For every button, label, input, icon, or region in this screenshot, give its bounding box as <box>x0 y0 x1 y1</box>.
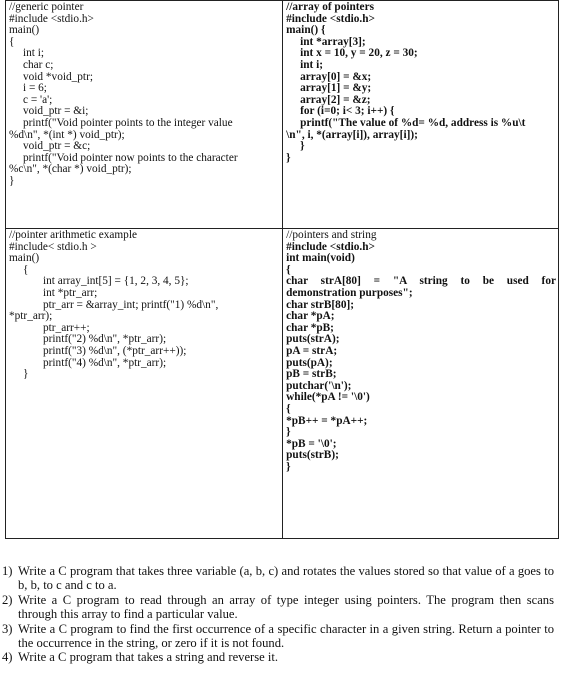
code-line: //pointer arithmetic example <box>9 229 137 241</box>
code-line: \n", i, *(array[i]), array[i]); <box>286 128 418 141</box>
array-of-pointers-cell <box>283 1 559 229</box>
code-line: %d\n", *(int *) void_ptr); <box>9 128 125 141</box>
code-line: ptr_arr++; <box>43 321 90 334</box>
code-line: #include< stdio.h > <box>9 240 97 253</box>
pointers-and-string-cell <box>283 229 559 539</box>
code-line: printf("Void pointer now points to the character <box>23 151 238 164</box>
code-line: } <box>23 368 29 381</box>
code-line: printf("2) %d\n", *ptr_arr); <box>43 333 167 346</box>
question-item <box>2 622 554 651</box>
code-line: *ptr_arr); <box>9 310 53 323</box>
question-text: Write a C program to read through an array of type integer using pointers. The program then scans through this array to find a particular value. <box>18 592 554 622</box>
code-line: int x = 10, y = 20, z = 30; <box>300 47 418 60</box>
code-line: } <box>9 174 15 187</box>
question-text: Write a C program to find the first occurrence of a specific character in a given string. Return a pointer to the occurrence in the string, or zero if it is not found. <box>18 621 554 651</box>
code-line: puts(strA); <box>286 333 340 346</box>
code-line: ptr_arr = &array_int; printf("1) %d\n", <box>43 298 219 311</box>
code-line: main() <box>9 24 40 37</box>
code-line: array[2] = &z; <box>300 93 371 106</box>
code-line: #include <stdio.h> <box>9 12 94 25</box>
code-line: printf("Void pointer points to the integer value <box>23 116 233 129</box>
code-line: pB = strB; <box>286 368 337 381</box>
code-line: for (i=0; i< 3; i++) { <box>300 105 395 118</box>
code-line: int *ptr_arr; <box>43 286 98 299</box>
question-number: 3) <box>2 621 13 636</box>
code-line: array[0] = &x; <box>300 70 372 83</box>
code-line: char c; <box>23 58 54 71</box>
question-number: 1) <box>2 564 13 578</box>
code-line: { <box>9 35 15 48</box>
code-line: } <box>286 426 291 439</box>
code-line: putchar('\n'); <box>286 379 352 392</box>
code-line: char strA[80] = "A string to be used for <box>286 275 556 288</box>
code-line: int array_int[5] = {1, 2, 3, 4, 5}; <box>43 275 189 288</box>
code-line: *pB = '\0'; <box>286 437 337 450</box>
code-line: { <box>23 263 29 276</box>
code-line: //array of pointers <box>286 1 374 13</box>
code-line: int i; <box>23 47 45 60</box>
code-line: c = 'a'; <box>23 93 53 106</box>
question-item <box>2 650 554 664</box>
code-line: char *pA; <box>286 310 335 323</box>
question-text: Write a C program that takes a string and reverse it. <box>18 650 279 665</box>
code-line: main() { <box>286 24 326 37</box>
question-item <box>2 564 554 593</box>
code-line: main() <box>9 252 40 265</box>
code-line: *pB++ = *pA++; <box>286 414 368 427</box>
code-line: array[1] = &y; <box>300 82 372 95</box>
code-line: %c\n", *(char *) void_ptr); <box>9 163 132 176</box>
code-line: } <box>300 140 305 153</box>
code-line: puts(strB); <box>286 449 339 462</box>
code-line: { <box>286 402 291 415</box>
code-line: char *pB; <box>286 321 334 334</box>
code-line: //pointers and string <box>286 229 377 241</box>
code-line: #include <stdio.h> <box>286 12 375 25</box>
code-line: #include <stdio.h> <box>286 240 375 253</box>
code-line: i = 6; <box>23 82 47 95</box>
code-line: printf("4) %d\n", *ptr_arr); <box>43 356 167 369</box>
question-item <box>2 593 554 622</box>
code-line: char strB[80]; <box>286 298 354 311</box>
code-line: void *void_ptr; <box>23 70 93 83</box>
code-line: printf("The value of %d= %d, address is %u\t <box>300 116 526 129</box>
code-line: while(*pA != '\0') <box>286 391 370 404</box>
code-line: int i; <box>300 58 324 71</box>
question-text: Write a C program that takes three variable (a, b, c) and rotates the values stored so that value of a goes to b, b, to c and c to a. <box>18 564 554 593</box>
code-line: //generic pointer <box>9 1 84 13</box>
exercise-questions <box>2 564 554 665</box>
generic-pointer-cell <box>6 1 283 229</box>
code-line: printf("3) %d\n", (*ptr_arr++)); <box>43 344 187 357</box>
code-line: demonstration purposes"; <box>286 286 413 299</box>
code-examples-table <box>5 0 559 539</box>
code-line: } <box>286 151 291 164</box>
question-number: 4) <box>2 650 13 665</box>
pointer-arithmetic-cell <box>6 229 283 539</box>
code-line: void_ptr = &i; <box>23 105 89 118</box>
code-line: puts(pA); <box>286 356 333 369</box>
code-line: int *array[3]; <box>300 35 366 48</box>
code-line: { <box>286 263 291 276</box>
question-number: 2) <box>2 592 13 607</box>
code-line: } <box>286 460 291 473</box>
code-line: void_ptr = &c; <box>23 140 91 153</box>
code-line: int main(void) <box>286 252 355 265</box>
code-line: pA = strA; <box>286 344 338 357</box>
